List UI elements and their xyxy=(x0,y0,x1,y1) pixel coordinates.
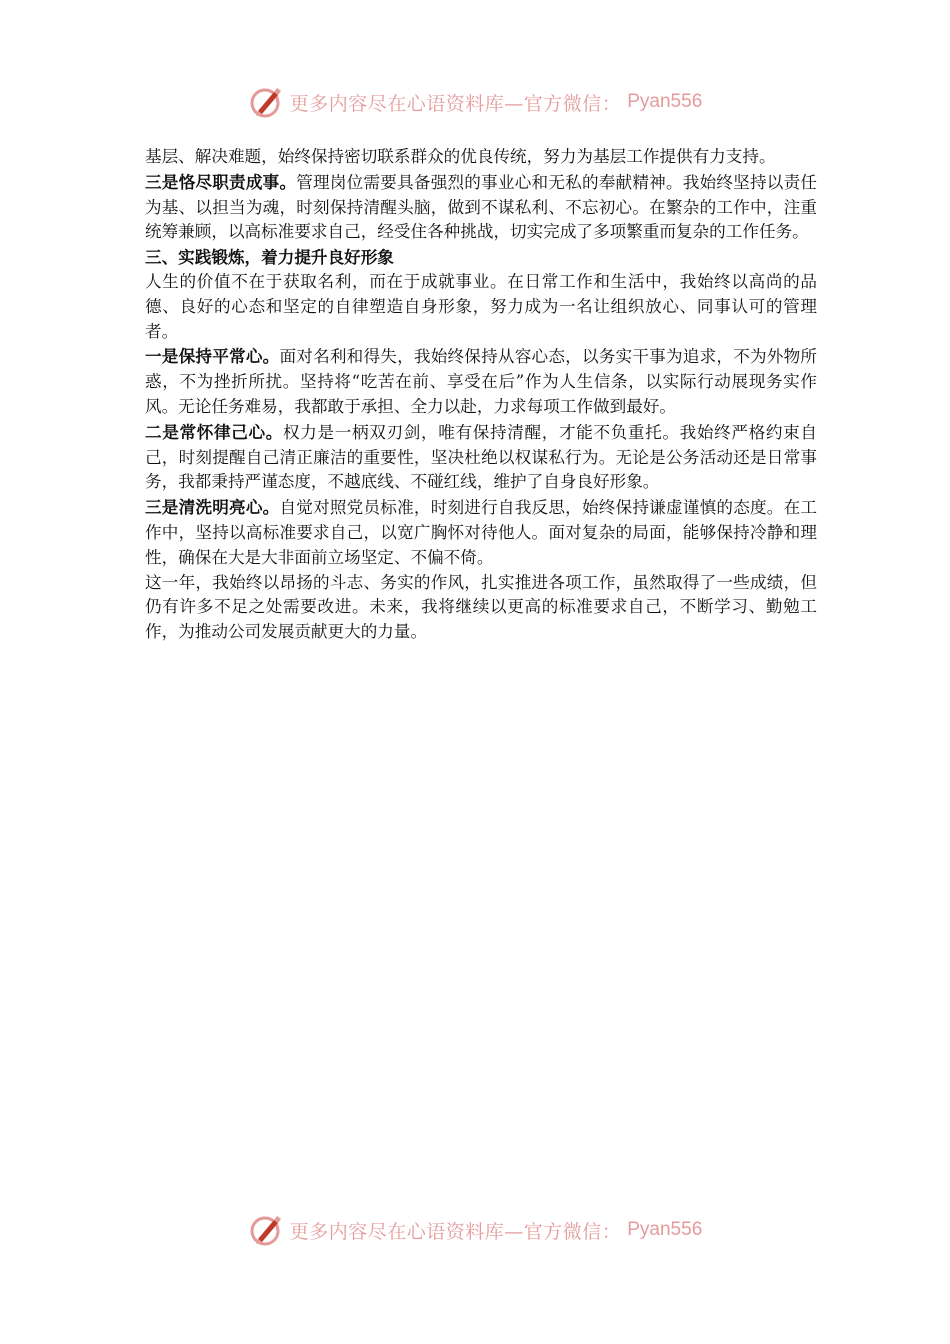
paragraph-lead: 二是常怀律己心。 xyxy=(145,421,283,442)
closing-paragraph: 这一年，我始终以昂扬的斗志、务实的作风，扎实推进各项工作，虽然取得了一些成绩，但仍有许多不足之处需要改进。未来，我将继续以更高的标准要求自己，不断学习、勤勉工作，为推动公司发展贡献更大的力量。 xyxy=(145,572,817,642)
paragraph-continuation: 基层、解决难题，始终保持密切联系群众的优良传统，努力为基层工作提供有力支持。 xyxy=(145,147,776,166)
pen-logo-icon xyxy=(248,84,284,120)
pen-logo-icon xyxy=(248,1212,284,1248)
paragraph-item-one: 一是保持平常心。面对名利和得失，我始终保持从容心态，以务实干事为追求，不为外物所惑，不为挫折所扰。坚持将“吃苦在前、享受在后”作为人生信条，以实际行动展现务实作风。无论任务难易，我都敢于承担、全力以赴，力求每项工作做到最好。 xyxy=(145,346,818,416)
paragraph-lead: 一是保持平常心。 xyxy=(145,346,280,367)
watermark-wechat-id: Pyan556 xyxy=(627,91,703,112)
paragraph-item-two: 二是常怀律己心。权力是一柄双刃剑，唯有保持清醒，才能不负重托。我始终严格约束自己，时刻提醒自己清正廉洁的重要性，坚决杜绝以权谋私行为。无论是公务活动还是日常事务，我都秉持严谨态度，不越底线、不碰红线，维护了自身良好形象。 xyxy=(145,421,818,492)
watermark-wechat-id: Pyan556 xyxy=(627,1219,703,1240)
watermark-text: 更多内容尽在心语资料库—官方微信： xyxy=(289,92,622,115)
footer-watermark xyxy=(0,1210,950,1250)
paragraph-item-three: 三是清洗明亮心。自觉对照党员标准，时刻进行自我反思，始终保持谦虚谨慎的态度。在工作中，坚持以高标准要求自己，以宽广胸怀对待他人。面对复杂的局面，能够保持冷静和理性，确保在大是大非面前立场坚定、不偏不倚。 xyxy=(145,497,818,567)
section-heading: 三、实践锻炼，着力提升良好形象 xyxy=(145,247,394,268)
section-intro: 人生的价值不在于获取名利，而在于成就事业。在日常工作和生活中，我始终以高尚的品德、良好的心态和坚定的自律塑造自身形象，努力成为一名让组织放心、同事认可的管理者。 xyxy=(145,271,817,341)
paragraph-lead: 三是清洗明亮心。 xyxy=(145,497,280,518)
paragraph-lead: 三是恪尽职责成事。 xyxy=(145,171,297,192)
document-body xyxy=(145,145,817,645)
header-watermark xyxy=(0,82,950,122)
watermark-text: 更多内容尽在心语资料库—官方微信： xyxy=(289,1220,622,1243)
paragraph-point-three: 三是恪尽职责成事。管理岗位需要具备强烈的事业心和无私的奉献精神。我始终坚持以责任为基、以担当为魂，时刻保持清醒头脑，做到不谋私利、不忘初心。在繁杂的工作中，注重统筹兼顾，以高标准要求自己，经受住各种挑战，切实完成了多项繁重而复杂的工作任务。 xyxy=(145,171,818,242)
